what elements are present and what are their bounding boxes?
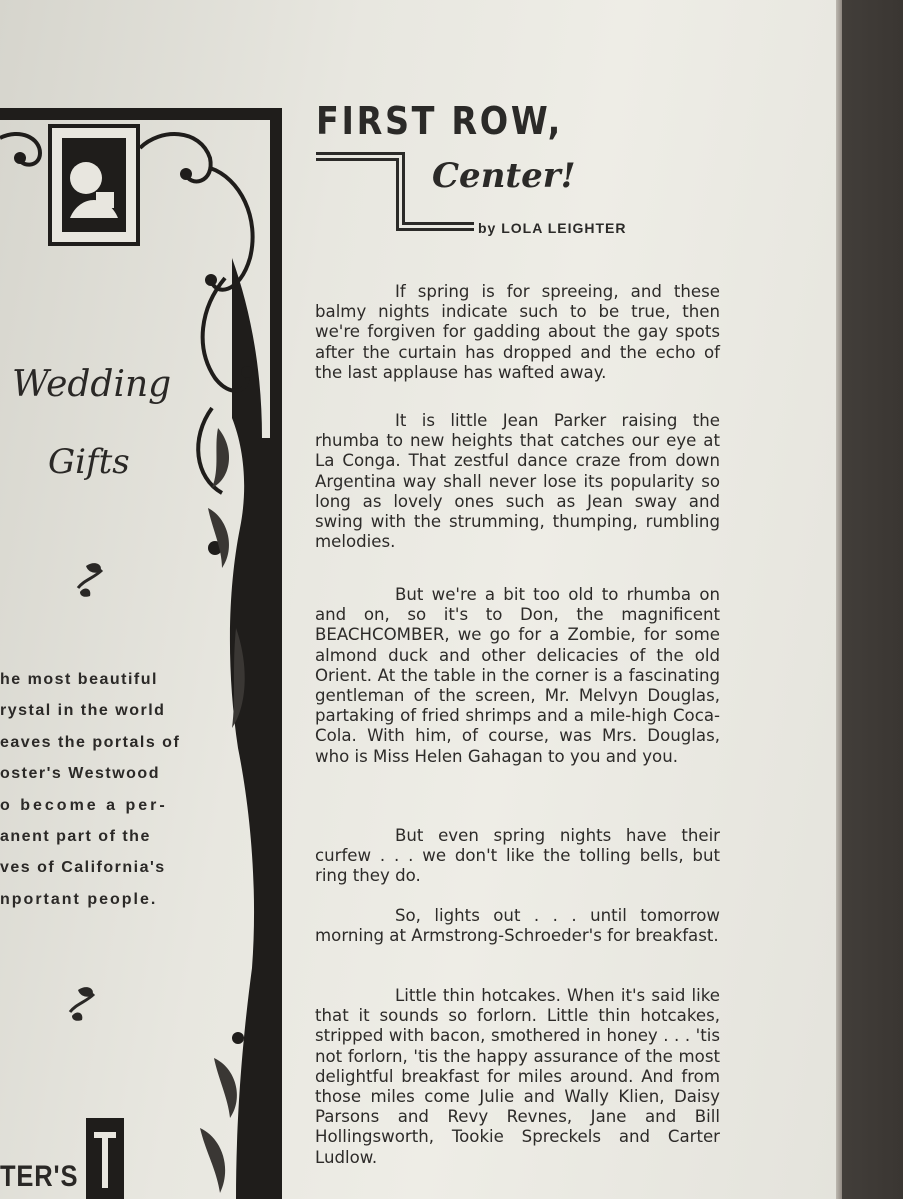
advertisement-panel xyxy=(0,108,285,1199)
article-subtitle: Center! xyxy=(432,156,576,196)
ad-heading-wedding: Wedding xyxy=(12,364,172,405)
ad-blurb-line: oster's Westwood xyxy=(0,765,160,782)
ad-blurb-line: eaves the portals of xyxy=(0,734,181,751)
ad-blurb-line: nportant people. xyxy=(0,891,158,908)
ad-blurb-line: o become a per- xyxy=(0,797,168,814)
article-paragraph: But even spring nights have their curfew . . . we don't like the tolling bells, but ring they do. xyxy=(315,826,720,886)
page-edge xyxy=(836,0,842,1199)
ad-store-name: TER'S xyxy=(0,1160,79,1193)
article-paragraph: It is little Jean Parker raising the rhumba to new heights that catches our eye at La Conga. That zestful dance craze from down Argentina way shall never lose its popularity so long as lovely ones such as Jean sway and swing with the strumming, thumping, rumbling melodies. xyxy=(315,411,720,552)
ornamental-border-icon xyxy=(0,108,285,1199)
article-paragraph: If spring is for spreeing, and these balmy nights indicate such to be true, then we're forgiven for gadding about the gay spots after the curtain has dropped and the echo of the last applause has wafted away. xyxy=(315,282,720,382)
ad-blurb-line: anent part of the xyxy=(0,828,151,845)
ad-blurb-line: rystal in the world xyxy=(0,702,166,719)
article-paragraph: But we're a bit too old to rhumba on and on, so it's to Don, the magnificent BEACHCOMBER, we go for a Zombie, for some almond duck and other delicacies of the old Orient. At the table in the corner is a fascinating gentleman of the screen, Mr. Melvyn Douglas, partaking of fried shrimps and a mile-high Coca-Cola. With him, of course, was Mrs. Douglas, who is Miss Helen Gahagan to you and you. xyxy=(315,585,720,766)
article-title: FIRST ROW, xyxy=(316,99,564,143)
ad-heading-gifts: Gifts xyxy=(48,442,130,482)
floral-ornament-icon xyxy=(66,982,98,1022)
article-paragraph: So, lights out . . . until tomorrow morning at Armstrong-Schroeder's for breakfast. xyxy=(315,906,720,946)
article-paragraph: Little thin hotcakes. When it's said like that it sounds so forlorn. Little thin hotcakes, stripped with bacon, smothered in honey . . . 'tis not forlorn, 'tis the happy assurance of the most delightful breakfast for miles around. And from those miles come Julie and Wally Klien, Daisy Parsons and Revy Revnes, Jane and Bill Hollingsworth, Tookie Spreckels and Carter Ludlow. xyxy=(315,986,720,1167)
ad-blurb-line: he most beautiful xyxy=(0,671,158,688)
article-byline: by LOLA LEIGHTER xyxy=(478,220,627,236)
ad-blurb-line: ves of California's xyxy=(0,859,166,876)
floral-ornament-icon xyxy=(74,558,106,598)
